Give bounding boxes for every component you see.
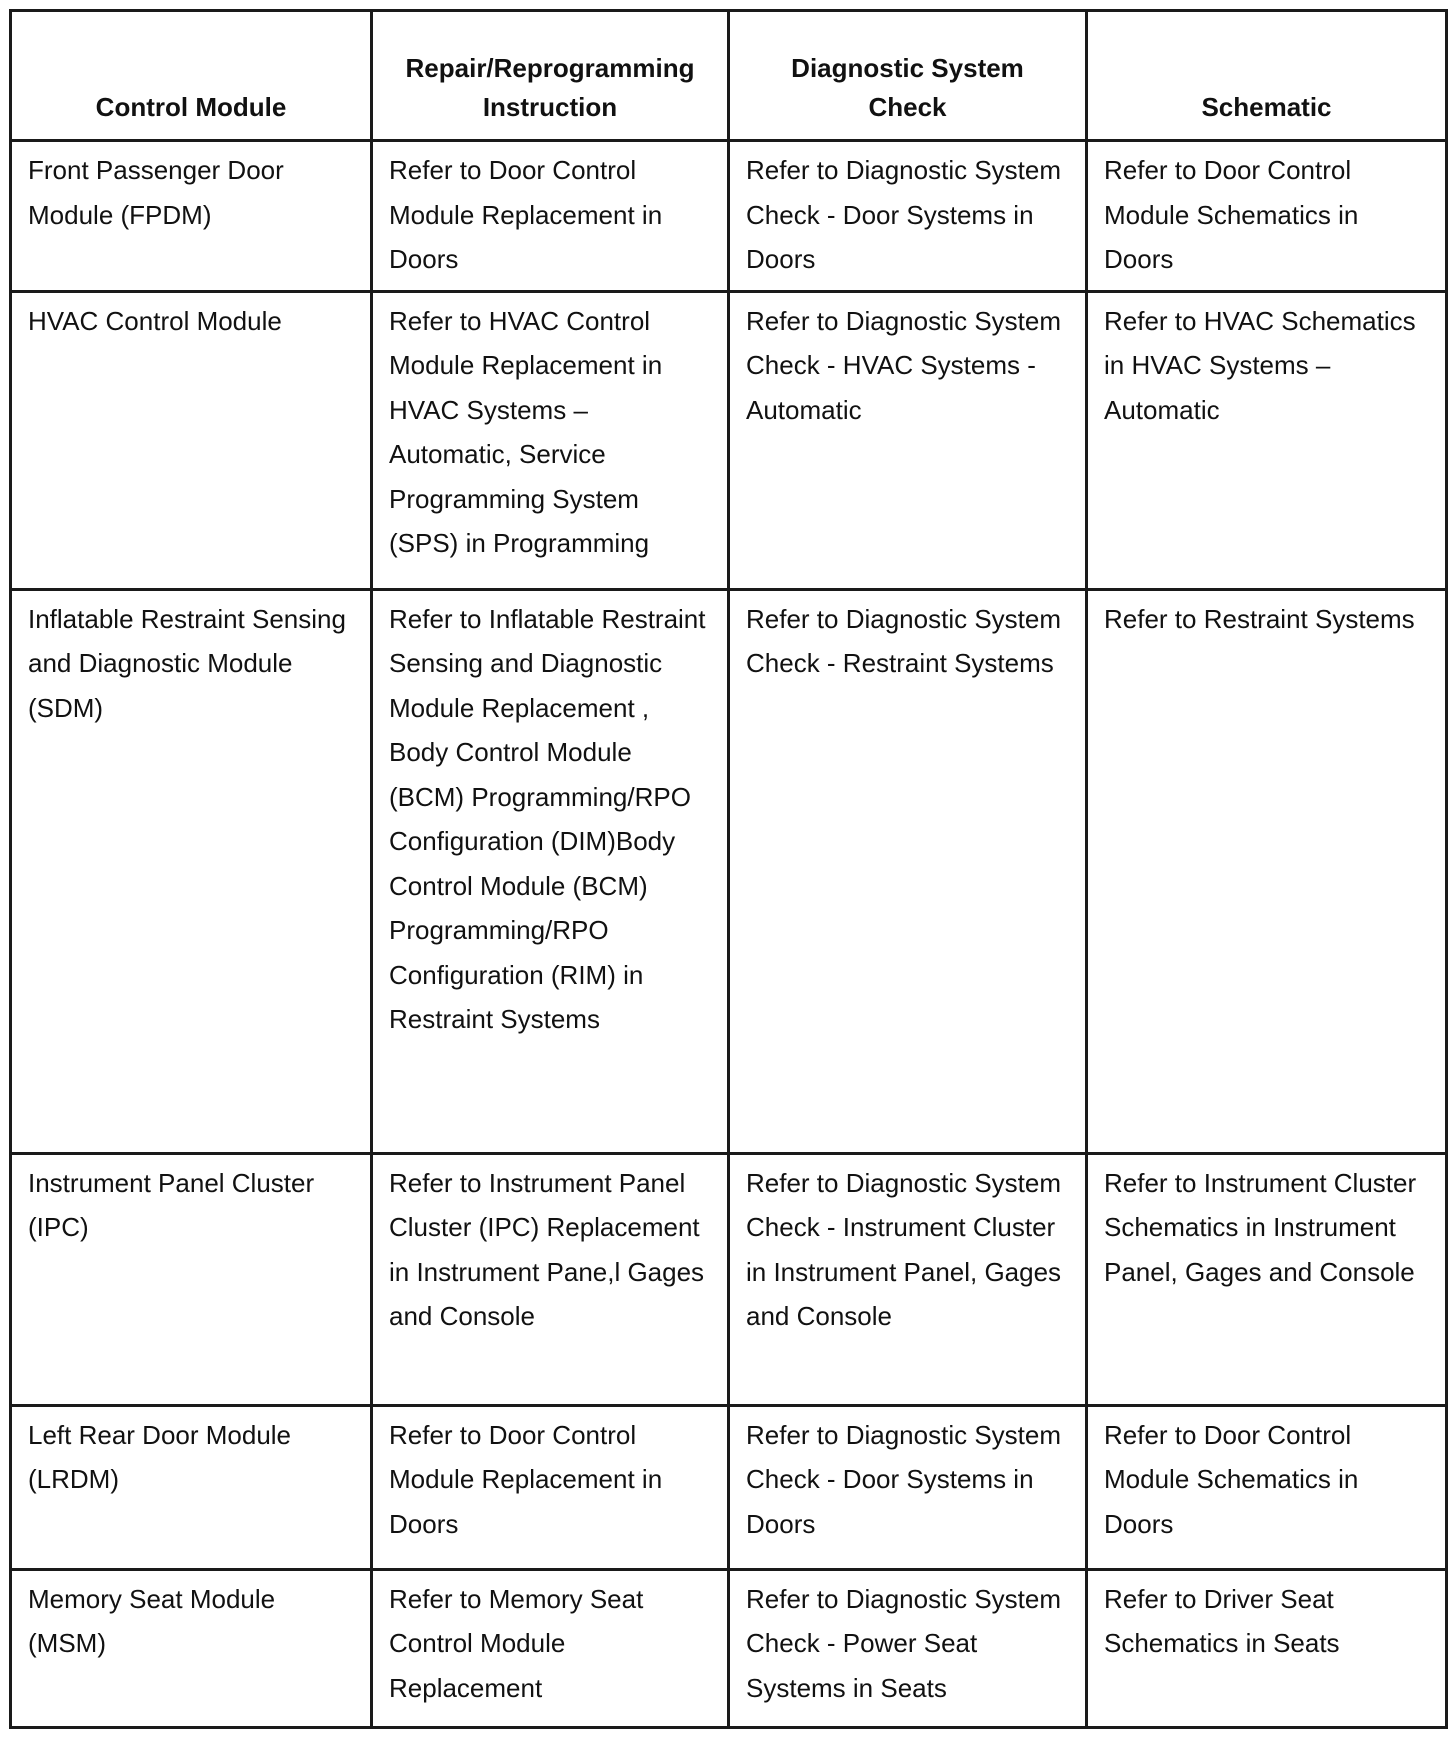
diagnostic-reference: Refer to Diagnostic System Check - Power Seat Systems in Seats [746, 1583, 1062, 1703]
schematic-reference: Refer to Driver Seat Schematics in Seats [1104, 1583, 1340, 1658]
table-row [11, 141, 1447, 292]
diagnostic-reference: Refer to Diagnostic System Check - HVAC Systems - Automatic [746, 305, 1062, 425]
diagnostic-reference: Refer to Diagnostic System Check - Door Systems in Doors [746, 1419, 1062, 1539]
cell-diagnostic [729, 1405, 1087, 1569]
header-repair-instruction: Repair/Reprogramming Instruction [372, 11, 729, 141]
cell-control-module [11, 1569, 372, 1727]
schematic-reference: Refer to Door Control Module Schematics in Doors [1104, 155, 1359, 274]
module-reference-table-container [9, 9, 1445, 1729]
cell-schematic [1087, 589, 1447, 1153]
cell-diagnostic [729, 1569, 1087, 1727]
cell-repair [372, 291, 729, 589]
cell-repair [372, 1405, 729, 1569]
schematic-reference: Refer to Door Control Module Schematics in Doors [1104, 1419, 1359, 1539]
module-name: Instrument Panel Cluster (IPC) [28, 1167, 315, 1242]
diagnostic-reference: Refer to Diagnostic System Check - Instrument Cluster in Instrument Panel, Gages and Console [746, 1167, 1062, 1331]
cell-control-module [11, 1153, 372, 1405]
module-name: Inflatable Restraint Sensing and Diagnostic Module (SDM) [28, 603, 346, 723]
cell-diagnostic [729, 1153, 1087, 1405]
cell-repair [372, 1569, 729, 1727]
repair-instruction: Refer to Instrument Panel Cluster (IPC) Replacement in Instrument Pane,l Gages and Console [389, 1167, 705, 1331]
module-name: Left Rear Door Module (LRDM) [28, 1419, 292, 1494]
cell-schematic [1087, 1569, 1447, 1727]
schematic-reference: Refer to HVAC Schematics in HVAC Systems – Automatic [1104, 305, 1416, 425]
cell-schematic [1087, 141, 1447, 292]
cell-schematic [1087, 1405, 1447, 1569]
header-schematic: Schematic [1087, 11, 1447, 141]
module-name: Front Passenger Door Module (FPDM) [28, 155, 284, 230]
schematic-reference: Refer to Restraint Systems [1104, 603, 1415, 634]
cell-repair [372, 1153, 729, 1405]
repair-instruction: Refer to Memory Seat Control Module Replacement [389, 1583, 644, 1703]
diagnostic-reference: Refer to Diagnostic System Check - Door Systems in Doors [746, 155, 1062, 274]
cell-repair [372, 141, 729, 292]
table-row [11, 1405, 1447, 1569]
repair-instruction: Refer to Door Control Module Replacement in Doors [389, 155, 663, 274]
cell-diagnostic [729, 291, 1087, 589]
table-row [11, 1569, 1447, 1727]
cell-schematic [1087, 291, 1447, 589]
cell-control-module [11, 589, 372, 1153]
table-row [11, 291, 1447, 589]
repair-instruction: Refer to Inflatable Restraint Sensing and Diagnostic Module Replacement , Body Control Module (BCM) Programming/RPO Configuration (DIM)Body Control Module (BCM) Programming/RPO Configuration (RIM) in Restraint Systems [389, 603, 706, 1034]
table-header-row [11, 11, 1447, 141]
schematic-reference: Refer to Instrument Cluster Schematics in Instrument Panel, Gages and Console [1104, 1167, 1417, 1287]
cell-diagnostic [729, 141, 1087, 292]
cell-control-module [11, 1405, 372, 1569]
module-reference-table [9, 9, 1448, 1729]
repair-instruction: Refer to HVAC Control Module Replacement in HVAC Systems – Automatic, Service Programming System (SPS) in Programming [389, 305, 663, 558]
cell-repair [372, 589, 729, 1153]
table-row [11, 589, 1447, 1153]
cell-diagnostic [729, 589, 1087, 1153]
diagnostic-reference: Refer to Diagnostic System Check - Restraint Systems [746, 603, 1062, 678]
header-control-module: Control Module [11, 11, 372, 141]
cell-schematic [1087, 1153, 1447, 1405]
cell-control-module [11, 141, 372, 292]
module-name: HVAC Control Module [28, 305, 282, 336]
cell-control-module [11, 291, 372, 589]
table-row [11, 1153, 1447, 1405]
module-name: Memory Seat Module (MSM) [28, 1583, 276, 1658]
header-diagnostic-system-check: Diagnostic System Check [729, 11, 1087, 141]
repair-instruction: Refer to Door Control Module Replacement in Doors [389, 1419, 663, 1539]
